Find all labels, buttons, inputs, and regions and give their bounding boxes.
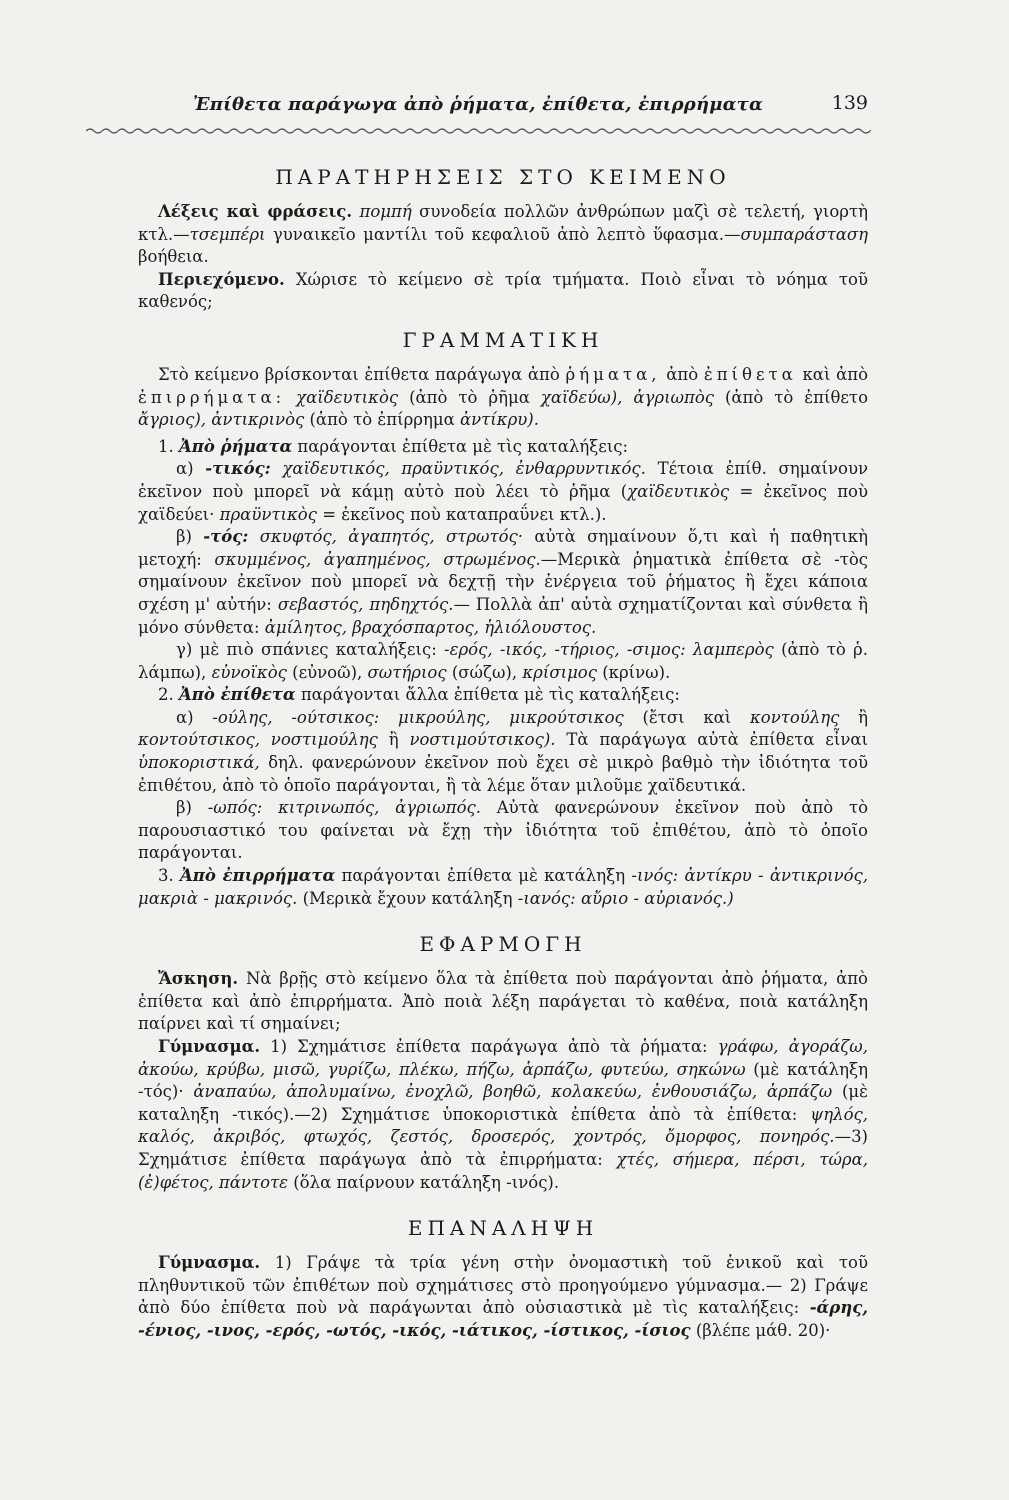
- suffix: -ωπός:: [207, 798, 263, 818]
- gloss-word: πραϋντικὸς: [219, 504, 317, 524]
- example-source: (ἀπὸ τὸ ῥ. λάμπω),: [138, 640, 869, 682]
- intro-text: Στὸ κείμενο βρίσκονται ἐπίθετα παράγωγα ἀπὸ: [158, 364, 560, 384]
- rule-text: παράγονται ἐπίθετα μὲ τὶς καταλήξεις:: [297, 436, 629, 456]
- item-label: α): [176, 707, 194, 727]
- rule-1c: [138, 639, 868, 684]
- suffix: -ιανός:: [517, 888, 576, 908]
- examples: λαμπερὸς: [692, 640, 774, 660]
- word-symparastasi: συμπαράσταση: [740, 224, 868, 244]
- examples: κοντούτσικος, νοστιμούλης: [138, 730, 378, 750]
- page-number: 139: [831, 92, 868, 114]
- wavy-rule: [86, 127, 871, 135]
- example-source: (ἀπὸ τὸ ῥῆμα: [409, 387, 530, 407]
- example-source-word: χαϊδεύω),: [540, 387, 623, 407]
- review-suffixes: -άρης, -ένιος, -ινος, -ερός, -ωτός, -ικός, -ιάτικος, -ίστικος, -ίσιος: [138, 1298, 868, 1340]
- word-pompi-def: συνοδεία πολλῶν ἀνθρώπων μαζὶ σὲ τελετή, γιορτὴ κτλ.—: [138, 202, 868, 244]
- words-paragraph: [138, 201, 868, 269]
- intro-text: ἀπὸ: [666, 364, 699, 384]
- item-text: αὐτὰ σημαίνουν ὅ,τι καὶ ἡ παθητικὴ μετοχή:: [138, 527, 869, 569]
- exercise-label: Ἄσκηση.: [158, 969, 239, 989]
- drill-words: ψηλός, καλός, ἀκριβός, φτωχός, ζεστός, δροσερός, χοντρός, ὄμορφος, πονηρός.: [138, 1104, 868, 1147]
- example-source: (κρίνω).: [602, 662, 671, 682]
- word-symparastasi-def: βοήθεια.: [138, 247, 209, 267]
- page: [138, 92, 868, 1343]
- review-text: (βλέπε μάθ. 20)·: [695, 1320, 831, 1340]
- examples: αὔριο - αὐριανός.): [580, 888, 734, 908]
- examples: κρίσιμος: [522, 662, 597, 682]
- intro-adjectives: ἐπίθετα: [703, 364, 797, 384]
- word-tsemperi-def: γυναικεῖο μαντίλι τοῦ κεφαλιοῦ ἀπὸ λεπτὸ ὕφασμα.—: [272, 224, 741, 244]
- examples: ἀντίκρυ - ἀντικρινός, μακριὰ - μακρινός.: [138, 866, 869, 908]
- content-paragraph: [138, 269, 868, 314]
- exercise-text: Νὰ βρῇς στὸ κείμενο ὅλα τὰ ἐπίθετα ποὺ παράγονται ἀπὸ ῥήματα, ἀπὸ ἐπίθετα καὶ ἀπὸ ἐπιρρήματα. Ἀπὸ ποιὰ λέξη παράγεται τὸ καθένα, ποιὰ κατάληξη παίρνει καὶ τί σημαίνει;: [138, 969, 868, 1034]
- item-text: ἢ: [388, 730, 399, 750]
- item-text: = ἐκεῖνος ποὺ χαϊδεύει·: [138, 481, 869, 524]
- section-heading-notes: ΠΑΡΑΤΗΡΗΣΕΙΣ ΣΤΟ ΚΕΙΜΕΝΟ: [275, 165, 731, 189]
- rule-1b: [138, 526, 868, 639]
- rule-2b: [138, 797, 868, 865]
- examples: νοστιμούτσικος).: [409, 730, 556, 750]
- item-text: Τὰ παράγωγα αὐτὰ ἐπίθετα εἶναι: [566, 730, 868, 750]
- drill-text: (μὲ κατάληξη -τός)·: [138, 1059, 868, 1102]
- drill-words: χτές, σήμερα, πέρσι, τώρα, (ἐ)φέτος, πάντοτε: [138, 1149, 868, 1192]
- drill-paragraph: [138, 1036, 868, 1194]
- examples: εὐνοϊκὸς: [211, 662, 287, 682]
- example-source-word: ἄγριος),: [138, 410, 207, 430]
- item-text: (ἔτσι καὶ: [642, 707, 732, 727]
- examples: μικρούλης, μικρούτσικος: [398, 707, 624, 727]
- rule-text: (Μερικὰ ἔχουν κατάληξη: [302, 888, 513, 908]
- example-source: (ἀπὸ τὸ ἐπίρρημα: [309, 410, 455, 430]
- rule-heading: Ἀπὸ ῥήματα: [179, 436, 293, 456]
- example-source: (ἀπὸ τὸ ἐπίθετο: [724, 387, 868, 407]
- rule-number: 3.: [158, 866, 174, 886]
- rule-text: παράγονται ἄλλα ἐπίθετα μὲ τὶς καταλήξεις:: [300, 685, 680, 705]
- rule-heading: Ἀπὸ ἐπιρρήματα: [180, 866, 336, 886]
- example-source: (εὐνοῶ),: [292, 662, 363, 682]
- drill-text: —3) Σχημάτισε ἐπίθετα παράγωγα ἀπὸ τὰ ἐπιρρήματα:: [138, 1127, 868, 1169]
- rule-number: 1.: [158, 436, 174, 456]
- rule-1a: [138, 458, 868, 526]
- review-text: 1) Γράψε τὰ τρία γένη στὴν ὀνομαστικὴ τοῦ ἑνικοῦ καὶ τοῦ πληθυντικοῦ τῶν ἐπιθέτων ποὺ σχημάτισες στὸ προηγούμενο γύμνασμα.— 2) Γράψε ἀπὸ δύο ἐπίθετα ποὺ νὰ παράγωνται ἀπὸ οὐσιαστικὰ μὲ τὶς καταλήξεις:: [138, 1253, 868, 1318]
- suffix: -ερός, -ικός, -τήριος, -σιμος:: [444, 640, 686, 660]
- suffix: -τός:: [203, 527, 249, 547]
- gloss-word: χαϊδευτικὸς: [627, 481, 730, 501]
- examples: χαϊδευτικός, πραϋντικός, ἐνθαρρυντικός.: [282, 459, 646, 479]
- term: ὑποκοριστικά,: [138, 753, 260, 773]
- item-text: δηλ. φανερώνουν ἐκεῖνον ποὺ ἔχει σὲ μικρὸ βαθμὸ τὴν ἰδιότητα τοῦ ἐπιθέτου, ἀπὸ τὸ ὁποῖο παράγονται, ἢ τὰ λέμε ὅταν μιλοῦμε χαϊδευτικά.: [138, 753, 869, 795]
- rule-heading: Ἀπὸ ἐπίθετα: [179, 685, 296, 705]
- intro-verbs: ῥήματα,: [565, 364, 661, 384]
- review-label: Γύμνασμα.: [158, 1253, 261, 1273]
- item-label: α): [176, 459, 194, 479]
- item-text: = ἐκεῖνος ποὺ καταπραΰνει κτλ.).: [322, 504, 607, 524]
- review-paragraph: [138, 1252, 868, 1342]
- example-word: ἀντικρινὸς: [211, 410, 305, 430]
- suffix: -ινός:: [631, 866, 679, 886]
- item-label: β): [176, 798, 192, 818]
- rule-2a: [138, 707, 868, 797]
- drill-text: (μὲ καταληξη -τικός).—: [138, 1082, 869, 1124]
- item-text: Τέτοια ἐπίθ. σημαίνουν ἐκεῖνον ποὺ μπορεῖ νὰ κάμῃ αὐτὸ ποὺ λέει τὸ ῥῆμα (: [138, 459, 869, 501]
- section-heading-review: ΕΠΑΝΑΛΗΨΗ: [407, 1216, 599, 1241]
- rule-2: [138, 684, 868, 707]
- drill-words: γράφω, ἀγοράζω, ἀκούω, κρύβω, μισῶ, γυρίζω, πλέκω, πήζω, ἁρπάζω, φυτεύω, σηκώνω: [138, 1037, 868, 1079]
- rule-3: [138, 865, 868, 910]
- grammar-intro: [138, 364, 868, 432]
- examples: σκυφτός, ἀγαπητός, στρωτός·: [259, 527, 524, 547]
- examples: σκυμμένος, ἀγαπημένος, στρωμένος.: [214, 549, 541, 569]
- suffix: -τικός:: [205, 459, 271, 479]
- section-heading-grammar: ΓΡΑΜΜΑΤΙΚΗ: [402, 327, 604, 352]
- item-label: β): [176, 527, 192, 547]
- item-text: —Μερικὰ ῥηματικὰ ἐπίθετα σὲ -τὸς σημαίνουν ἐκεῖνον ποὺ μπορεῖ νὰ δεχτῇ τὴν ἐνέργεια τοῦ ῥήματος ἢ ἔχει κάποια σχέση μ' αὐτήν:: [138, 549, 868, 614]
- exercise-paragraph: [138, 968, 868, 1036]
- rule-number: 2.: [158, 685, 174, 705]
- examples: κοντούλης: [749, 707, 840, 727]
- examples: σεβαστός, πηδηχτός.: [277, 594, 454, 614]
- drill-label: Γύμνασμα.: [158, 1037, 261, 1056]
- item-text: — Πολλὰ ἀπ' αὐτὰ σχηματίζονται καὶ σύνθετα ἢ μόνο σύνθετα:: [138, 594, 868, 637]
- words-label: Λέξεις καὶ φράσεις.: [158, 202, 353, 221]
- example-source-word: ἀντίκρυ).: [459, 410, 539, 430]
- content-text: Χώρισε τὸ κείμενο σὲ τρία τμήματα. Ποιὸ εἶναι τὸ νόημα τοῦ καθενός;: [138, 269, 868, 312]
- drill-text: (ὅλα παίρνουν κατάληξη -ινός).: [293, 1172, 560, 1192]
- examples: σωτήριος: [367, 662, 447, 682]
- rule-1: [138, 436, 868, 459]
- drill-text: 1) Σχημάτισε ἐπίθετα παράγωγα ἀπὸ τὰ ῥήματα:: [270, 1037, 708, 1056]
- running-head: [138, 92, 868, 120]
- word-pompi: πομπή: [359, 202, 412, 221]
- drill-text: 2) Σχημάτισε ὑποκοριστικὰ ἐπίθετα ἀπὸ τὰ ἐπίθετα:: [310, 1104, 798, 1124]
- intro-adverbs: ἐπιρρήματα:: [138, 387, 286, 407]
- item-text: Αὐτὰ φανερώνουν ἐκεῖνον ποὺ ἀπὸ τὸ παρουσιαστικό του φαίνεται νὰ ἔχῃ τὴν ἰδιότητα τοῦ ἐπιθέτου, ἀπὸ τὸ ὁποῖο παράγονται.: [138, 798, 869, 863]
- rule-text: παράγονται ἐπίθετα μὲ κατάληξη: [341, 866, 626, 886]
- item-label: γ): [176, 640, 193, 660]
- section-heading-application: ΕΦΑΡΜΟΓΗ: [419, 932, 587, 957]
- example-word: χαϊδευτικὸς: [296, 387, 399, 407]
- running-head-title: Ἐπίθετα παράγωγα ἀπὸ ῥήματα, ἐπίθετα, ἐπιρρήματα: [193, 94, 764, 115]
- content-label: Περιεχόμενο.: [158, 269, 285, 289]
- examples: κιτρινωπός, ἀγριωπός.: [278, 798, 482, 818]
- suffix: -ούλης, -ούτσικος:: [212, 707, 380, 727]
- example-source: (σώζω),: [451, 662, 518, 682]
- example-word: ἀγριωπὸς: [633, 387, 715, 407]
- examples: ἀμίλητος, βραχόσπαρτος, ἡλιόλουστος.: [264, 617, 597, 637]
- item-text: μὲ πιὸ σπάνιες καταλήξεις:: [199, 640, 437, 660]
- word-tsemperi: τσεμπέρι: [189, 224, 266, 244]
- intro-text: καὶ ἀπὸ: [802, 364, 869, 384]
- drill-words: ἀναπαύω, ἀπολυμαίνω, ἐνοχλῶ, βοηθῶ, κολακεύω, ἐνθουσιάζω, ἁρπάζω: [193, 1082, 833, 1102]
- item-text: ἢ: [858, 707, 869, 727]
